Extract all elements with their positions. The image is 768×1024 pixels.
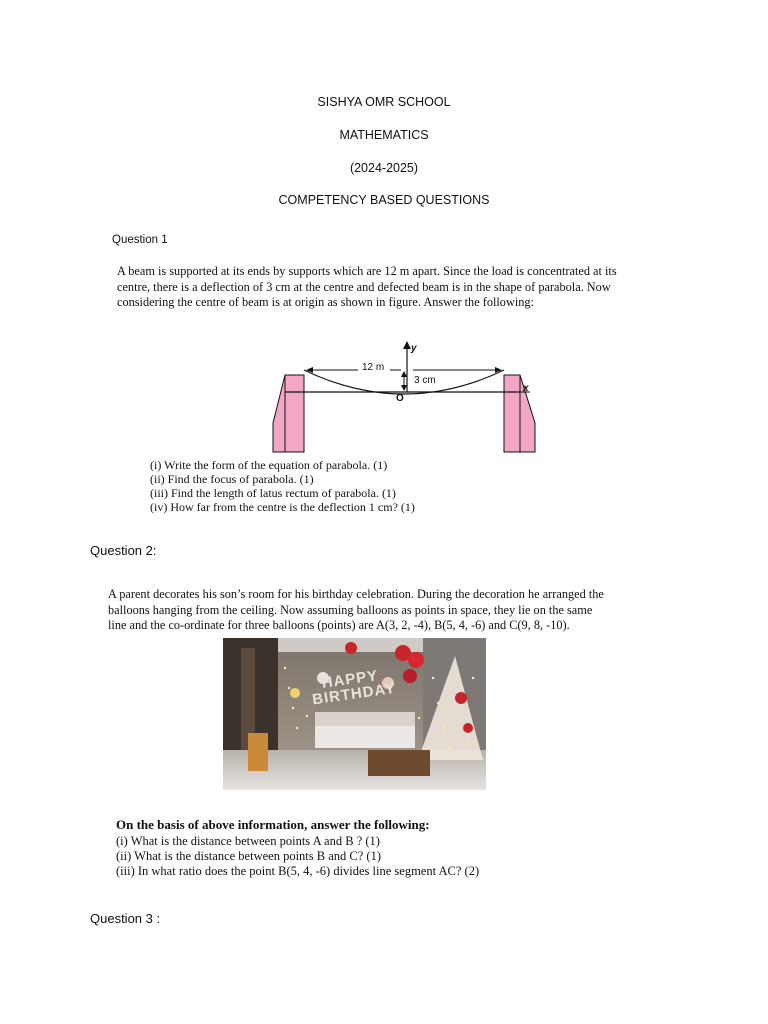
happy-birthday-banner: HAPPY BIRTHDAY [311, 667, 397, 709]
left-support [273, 375, 304, 452]
beam-parabola-figure [268, 338, 543, 458]
subpart: (i) Write the form of the equation of parabola. (1) [150, 458, 388, 472]
x-axis-label: x [523, 383, 529, 394]
school-name: SISHYA OMR SCHOOL [317, 95, 451, 109]
question-2-line: line and the co-ordinate for three balloons (points) are A(3, 2, -4), B(5, 4, -6) and C(9, 8, -10). [108, 618, 570, 632]
question-2-label: Question 2: [90, 543, 157, 558]
origin-label: O [396, 393, 404, 404]
span-label: 12 m [362, 362, 385, 373]
question-2-line: balloons hanging from the ceiling. Now assuming balloons as points in space, they lie on the same [108, 602, 593, 617]
question-1-text [117, 264, 657, 311]
question-1-label: Question 1 [112, 234, 168, 246]
subject-title: MATHEMATICS [339, 128, 429, 142]
question-2-text [108, 587, 668, 634]
question-1-line: considering the centre of beam is at origin as shown in figure. Answer the following: [117, 295, 534, 309]
question-1-line: A beam is supported at its ends by supports which are 12 m apart. Since the load is concentrated at its [117, 264, 617, 278]
subpart: (ii) Find the focus of parabola. (1) [150, 472, 314, 486]
subpart: (i) What is the distance between points A and B ? (1) [116, 834, 380, 848]
question-2-line: A parent decorates his son’s room for his birthday celebration. During the decoration he arranged the [108, 587, 604, 601]
question-2-prompt: On the basis of above information, answer the following: [116, 817, 430, 832]
subpart: (iii) Find the length of latus rectum of parabola. (1) [150, 486, 396, 500]
academic-year: (2024-2025) [349, 161, 419, 175]
birthday-room-photo [223, 638, 486, 790]
document-title: COMPETENCY BASED QUESTIONS [278, 193, 490, 207]
deflection-label: 3 cm [414, 375, 436, 386]
question-3-label: Question 3 : [90, 911, 161, 926]
question-1-subparts [150, 458, 415, 514]
y-axis-label: y [411, 343, 417, 354]
subpart: (iii) In what ratio does the point B(5, 4, -6) divides line segment AC? (2) [116, 864, 480, 878]
subpart: (ii) What is the distance between points B and C? (1) [116, 849, 381, 863]
subpart: (iv) How far from the centre is the deflection 1 cm? (1) [150, 500, 415, 514]
question-2-subparts [116, 834, 479, 879]
question-1-line: centre, there is a deflection of 3 cm at the centre and defected beam is in the shape of parabola. Now [117, 279, 611, 294]
